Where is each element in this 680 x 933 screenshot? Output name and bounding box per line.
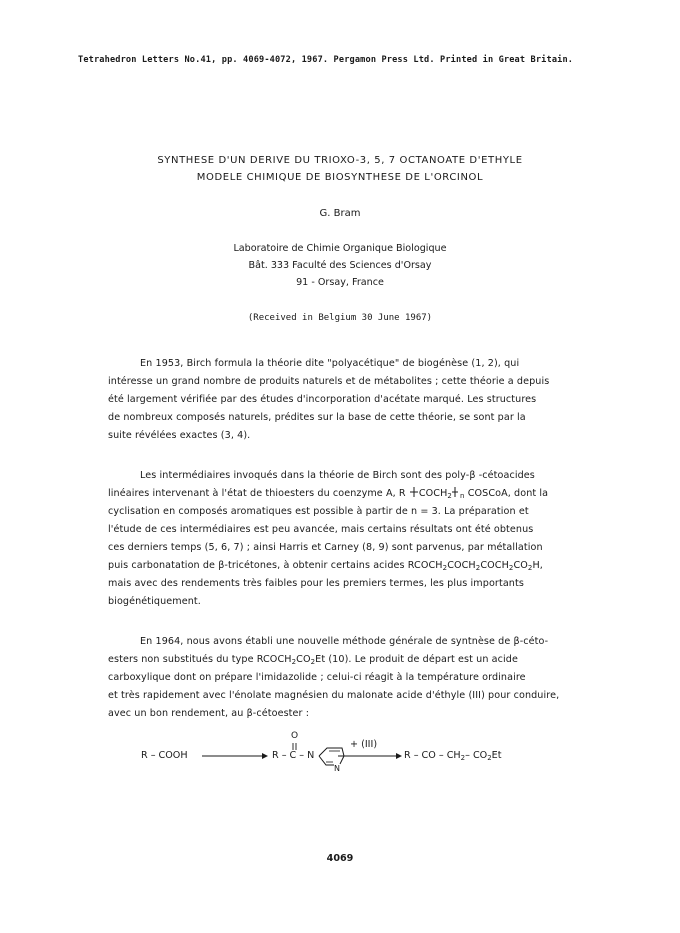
text-line: ces derniers temps (5, 6, 7) ; ainsi Harris et Carney (8, 9) sont parvenus, par métallation bbox=[108, 542, 543, 553]
text-line: de nombreux composés naturels, prédites sur la base de cette théorie, se sont par la bbox=[108, 412, 526, 423]
text-span: – CO bbox=[465, 750, 488, 761]
text-line: cyclisation en composés aromatiques est possible à partir de n = 3. La préparation et bbox=[108, 506, 529, 517]
product-ketoester bbox=[404, 750, 502, 762]
subscript: 2 bbox=[508, 564, 514, 572]
text-span: H, bbox=[532, 560, 543, 571]
text-line: et très rapidement avec l'énolate magnésien du malonate acide d'éthyle (III) pour conduire, bbox=[108, 690, 560, 701]
article-title-line2: MODELE CHIMIQUE DE BIOSYNTHESE DE L'ORCINOL bbox=[196, 172, 484, 183]
subscript: 2 bbox=[460, 754, 466, 762]
article-title-line1: SYNTHESE D'UN DERIVE DU TRIOXO-3, 5, 7 OCTANOATE D'ETHYLE bbox=[157, 155, 523, 166]
carbonyl-oxygen: O bbox=[291, 731, 299, 741]
subscript-n: n bbox=[459, 492, 465, 500]
text-span: linéaires intervenant à l'état de thioesters du coenzyme A, R bbox=[108, 488, 406, 499]
text-line: mais avec des rendements très faibles pour les premiers termes, les plus importants bbox=[108, 578, 524, 589]
text-span: COCH bbox=[480, 560, 509, 571]
text-line: avec un bon rendement, au β-cétoester : bbox=[108, 708, 310, 719]
page-number: 4069 bbox=[326, 853, 354, 864]
affiliation-line2: Bât. 333 Faculté des Sciences d'Orsay bbox=[248, 260, 432, 271]
subscript: 2 bbox=[527, 564, 533, 572]
subscript: 2 bbox=[291, 658, 297, 666]
text-line: biogénétiquement. bbox=[108, 596, 201, 607]
text-line: En 1964, nous avons établi une nouvelle méthode générale de syntnèse de β-céto- bbox=[140, 636, 549, 647]
ring-nitrogen: N bbox=[334, 764, 340, 773]
subscript: 2 bbox=[475, 564, 481, 572]
text-line: suite révélées exactes (3, 4). bbox=[108, 430, 251, 441]
text-line: l'étude de ces intermédiaires est peu avancée, mais certains résultats ont été obtenus bbox=[108, 524, 534, 535]
text-span: R – CO – CH bbox=[404, 750, 461, 761]
subscript: 2 bbox=[442, 564, 448, 572]
affiliation-line3: 91 - Orsay, France bbox=[296, 277, 384, 288]
text-line: carboxylique dont on prépare l'imidazolide ; celui-ci réagit à la température ordinaire bbox=[108, 672, 526, 683]
subscript: 2 bbox=[487, 754, 492, 762]
text-span: CO bbox=[296, 654, 311, 665]
text-span: CO bbox=[513, 560, 528, 571]
text-line: été largement vérifiée par des études d'incorporation d'acétate marqué. Les structures bbox=[108, 394, 537, 405]
received-date: (Received in Belgium 30 June 1967) bbox=[247, 313, 433, 323]
text-span: Et bbox=[491, 750, 502, 761]
imidazolide: R – C – N bbox=[272, 750, 315, 761]
journal-header: Tetrahedron Letters No.41, pp. 4069-4072, 1967. Pergamon Press Ltd. Printed in Great Britain. bbox=[78, 55, 574, 65]
text-line: En 1953, Birch formula la théorie dite "polyacétique" de biogénèse (1, 2), qui bbox=[140, 358, 520, 369]
subscript: 2 bbox=[310, 658, 316, 666]
text-span: COCH bbox=[418, 488, 448, 499]
text-line: Les intermédiaires invoqués dans la théorie de Birch sont des poly-β -cétoacides bbox=[140, 470, 535, 481]
text-span: COSCoA, dont la bbox=[467, 488, 549, 499]
subscript: 2 bbox=[447, 492, 452, 500]
reagent-label: + (III) bbox=[350, 739, 378, 750]
reactant-acid: R – COOH bbox=[141, 750, 188, 761]
text-span: Et (10). Le produit de départ est un acide bbox=[315, 654, 518, 665]
text-span: esters non substitués du type RCOCH bbox=[108, 654, 292, 665]
text-span: puis carbonatation de β-tricétones, à obtenir certains acides RCOCH bbox=[108, 560, 443, 571]
text-line: intéresse un grand nombre de produits naturels et de métabolites ; cette théorie a depuis bbox=[108, 376, 550, 387]
author: G. Bram bbox=[319, 208, 361, 219]
affiliation-line1: Laboratoire de Chimie Organique Biologique bbox=[233, 243, 447, 254]
text-span: COCH bbox=[447, 560, 476, 571]
